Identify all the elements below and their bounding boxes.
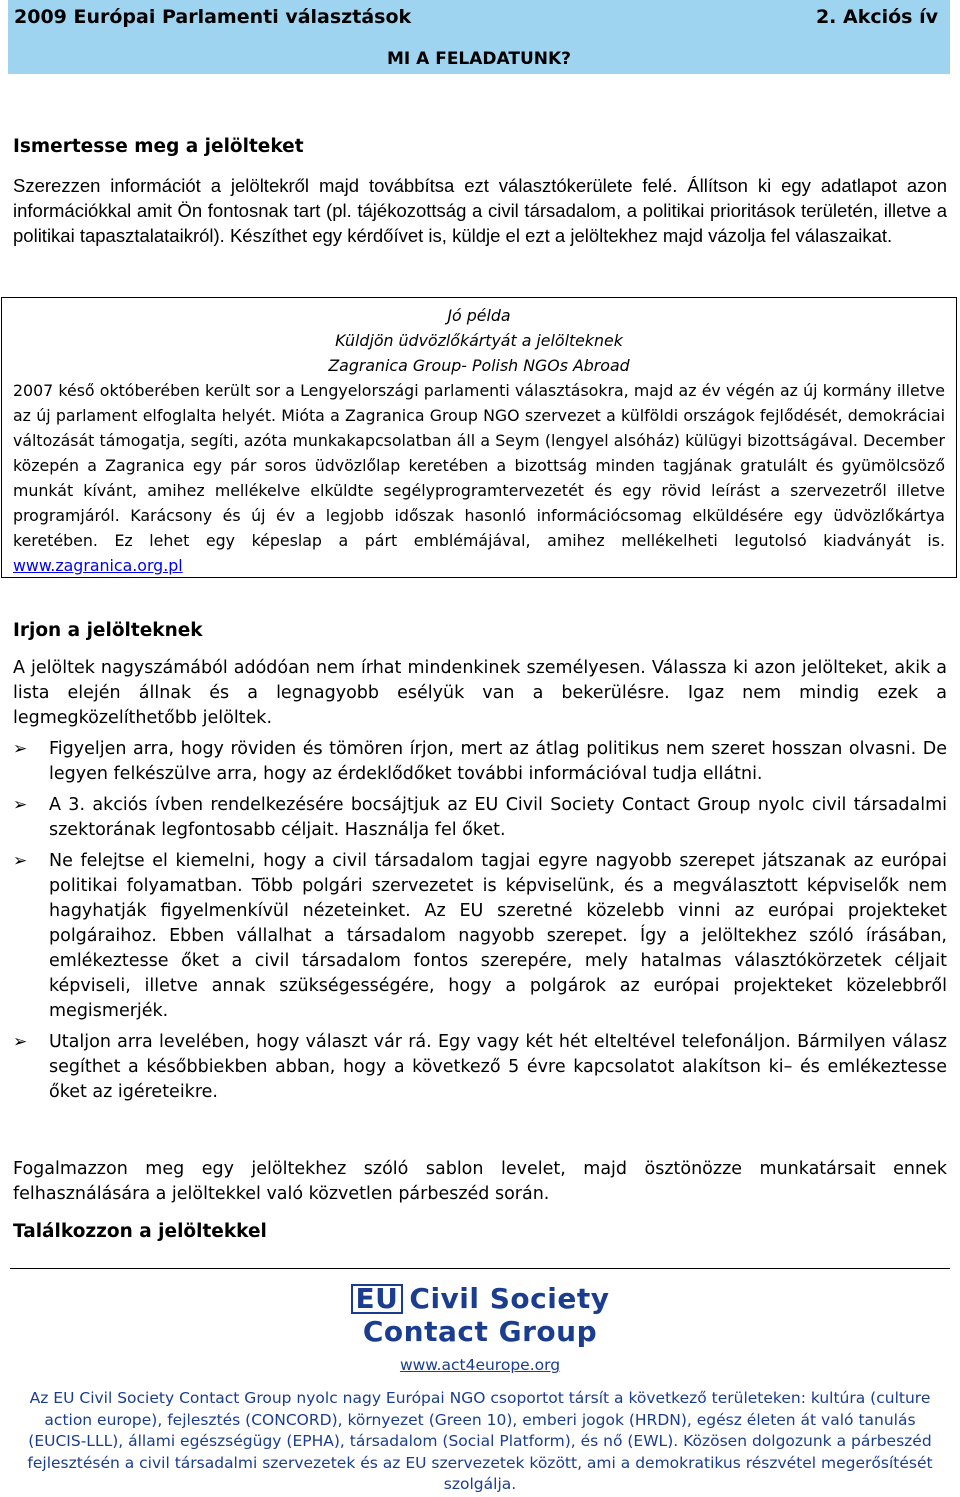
arrow-bullet-icon: ➢ [13, 1032, 28, 1052]
list-item-text: Ne felejtse el kiemelni, hogy a civil társadalom tagjai egyre nagyobb szerepet játszanak az európai politikai folyamatban. Több polgári szervezetet is képviselünk, és a megválasztott képviselők nem hagyhatják figyelmenkívül nézeteinket. Az EU szeretné közelebb vinni az európai projekteket polgáraihoz. Ebben vállalhat a társadalom nagyobb szerepet. Így a jelöltekhez szóló írásában, emlékeztesse őket a civil társadalom fontos szerepére, mely hatalmas választókörzetek céljait képviseli, illetve annak szükségességére, hogy a polgárok az európai projekteket közelebbről megismerjék. [49, 851, 947, 1021]
example-body: 2007 késő októberében került sor a Lengyelországi parlamenti választásokra, majd az év végén az új kormány illetve az új parlament elfoglalta helyét. Mióta a Zagranica Group NGO szervezet a külföldi országok fejlődését, demokráciai változását támogatja, segíti, azóta munkakapcsolatban áll a Seym (lengyel alsóház) külügyi bizottságával. December közepén a Zagranica egy pár soros üdvözlőlap keretében a bizottság minden tagjának gratulált és gyümölcsöző munkát kívánt, amihez mellékelve elküldte segélyprogramtervezetét és egy rövid leírást a szervezetről illetve programjáról. Karácsony és új év a legjobb időszak hasonló információcsomag elküldésére egy üdvözlőkártya keretében. Ez lehet egy képeslap a párt emblémájával, amihez mellékelheti legutolsó kiadványát is. [13, 381, 945, 550]
tips-list [13, 737, 947, 1111]
sheet-number: 2. Akciós ív [815, 6, 938, 28]
list-item [13, 1030, 947, 1105]
footer-description: Az EU Civil Society Contact Group nyolc nagy Európai NGO csoportot társít a következő területeken: kultúra (culture action europe), fejlesztés (CONCORD), környezet (Green 10), emberi jogok (HRDN), egész életen át való tanulás (EUCIS-LLL), állami egészségügy (EPHA), társadalom (Social Platform), és nő (EWL). Közösen dolgozunk a párbeszéd fejlesztésén a civil társadalmi szervezetek és az EU szervezetek között, ami a demokratikus részvétel megerősítését szolgálja. [27, 1389, 933, 1493]
arrow-bullet-icon: ➢ [13, 795, 28, 815]
logo-line1: Civil Society [409, 1282, 610, 1315]
example-org: Zagranica Group- Polish NGOs Abroad [328, 356, 630, 375]
example-text [13, 378, 945, 578]
arrow-bullet-icon: ➢ [13, 851, 28, 871]
closing-text: Fogalmazzon meg egy jelöltekhez szóló sablon levelet, majd ösztönözze munkatársait ennek felhasználására a jelöltekkel való közvetlen párbeszéd során. [13, 1159, 947, 1204]
logo-eu-mark: EU [351, 1284, 404, 1314]
header-banner [8, 0, 950, 74]
write-intro-text: A jelöltek nagyszámából adódóan nem írhat mindenkinek személyesen. Válassza ki azon jelölteket, akik a lista elején állnak és a legnagyobb esélyük van a bekerülésre. Igaz nem mindig ezek a legmegközelíthetőbb jelöltek. [13, 658, 947, 728]
civil-society-logo [0, 1282, 960, 1348]
example-label: Jó példa [447, 306, 511, 325]
section-intro-text: Szerezzen információt a jelöltekről majd továbbítsa ezt választókerülete felé. Állítson ki egy adatlapot azon információkkal amit Ön fontosnak tart (pl. tájékozottság a civil társadalom, a politikai prioritások területén, illetve a politikai tapasztalataikról). Készíthet egy kérdőívet is, küldje el ezt a jelöltekhez majd vázolja fel válaszaikat. [13, 175, 947, 246]
section-heading-write: Irjon a jelölteknek [13, 620, 203, 641]
banner-title: 2009 Európai Parlamenti választások [14, 6, 412, 28]
list-item [13, 737, 947, 787]
logo-line2: Contact Group [362, 1315, 598, 1348]
list-item-text: A 3. akciós ívben rendelkezésére bocsájtjuk az EU Civil Society Contact Group nyolc civil társadalmi szektorának legfontosabb céljait. Használja fel őket. [49, 795, 947, 840]
list-item [13, 793, 947, 843]
section-heading-meet: Találkozzon a jelöltekkel [13, 1221, 267, 1242]
list-item-text: Utaljon arra levelében, hogy választ vár rá. Egy vagy két hét elteltével telefonáljon. Bármilyen válasz segíthet a későbbiekben abban, hogy a következő 5 évre kapcsolatot alakítson ki– és emlékeztesse őket az igéreteikre. [49, 1032, 947, 1102]
list-item [13, 849, 947, 1024]
zagranica-link[interactable]: www.zagranica.org.pl [13, 556, 183, 575]
example-title: Küldjön üdvözlőkártyát a jelölteknek [335, 331, 623, 350]
section-heading-candidates: Ismertesse meg a jelölteket [13, 136, 304, 157]
footer-divider [10, 1268, 950, 1269]
banner-subtitle: MI A FELADATUNK? [386, 49, 572, 69]
list-item-text: Figyeljen arra, hogy röviden és tömören írjon, mert az átlag politikus nem szeret hosszan olvasni. De legyen felkészülve arra, hogy az érdeklődőket további információval tudja ellátni. [49, 739, 947, 784]
arrow-bullet-icon: ➢ [13, 739, 28, 759]
good-example-box [1, 297, 957, 578]
act4europe-link[interactable]: www.act4europe.org [399, 1356, 561, 1374]
